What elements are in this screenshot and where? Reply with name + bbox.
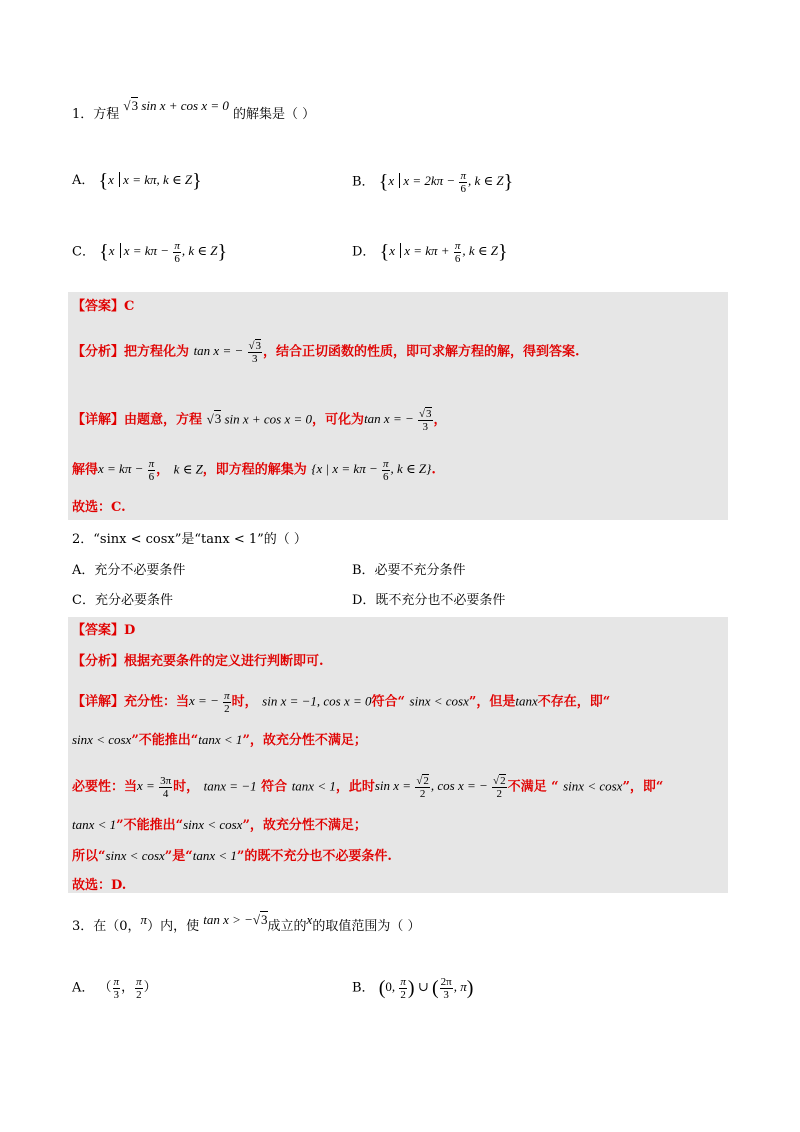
q3-option-b[interactable] bbox=[352, 976, 473, 1001]
q2-option-a[interactable]: A．充分不必要条件 bbox=[72, 563, 186, 578]
analysis-text: ，结合正切函数的性质，即可求解方程的解，得到答案. bbox=[263, 344, 580, 360]
option-label: A． bbox=[72, 980, 95, 996]
q2-conclusion bbox=[72, 846, 392, 867]
option-label: B． bbox=[352, 174, 375, 190]
q1-option-c-math: {x x = kπ − $\frac{\pi}{6}$ , k ∈ Z} bbox=[99, 240, 228, 265]
q2-ineq: sinx < cosx bbox=[409, 693, 469, 709]
detail-text: 时， bbox=[173, 779, 200, 795]
q2-necessity-1 bbox=[72, 775, 663, 800]
q2-tan-ineq: tanx < 1 bbox=[72, 817, 117, 832]
q2-x-val: x = − $\frac{\pi}{2}$ bbox=[189, 690, 230, 715]
detail-text: ，可化为 bbox=[312, 412, 365, 428]
option-label: D． bbox=[352, 244, 376, 260]
detail-tag: 【详解】 bbox=[72, 412, 125, 428]
q2-ineq: sinx < cosx bbox=[105, 848, 165, 863]
detail-tag: 【详解】 bbox=[72, 694, 125, 710]
analysis-text: 把方程化为 bbox=[124, 344, 190, 360]
q2-tan-ineq: tanx < 1 bbox=[291, 778, 336, 794]
detail-text: 必要性：当 bbox=[72, 779, 138, 795]
q1-solution-box bbox=[68, 292, 728, 520]
q1-detail-2: 解得x = kπ − $\frac{\pi}{6}$ ， k ∈ Z，即方程的解集为 {x | x = kπ − $\frac{\pi}{6}$ , k ∈ Z}. bbox=[72, 458, 436, 483]
q1-option-d-math: {x x = kπ + $\frac{\pi}{6}$ , k ∈ Z} bbox=[379, 240, 508, 265]
q2-answer bbox=[72, 621, 135, 641]
stem-text: 成立的 bbox=[267, 919, 307, 934]
answer-value: D bbox=[124, 623, 136, 638]
detail-text: 时， bbox=[231, 694, 258, 710]
detail-text: ，即方程的解集为 bbox=[202, 462, 307, 478]
q2-sufficiency-2 bbox=[72, 730, 367, 751]
q1-answer bbox=[72, 297, 134, 317]
q2-option-c[interactable]: C．充分必要条件 bbox=[72, 593, 173, 608]
q2-sin-cos-vals: sin x = $\frac{√2}{2}$ , cos x = − $\frac{√2}{2}$ bbox=[374, 775, 506, 800]
q2-option-b[interactable]: B．必要不充分条件 bbox=[352, 563, 466, 578]
q2-ineq: sinx < cosx bbox=[563, 778, 623, 794]
q3-inequality: tan x > −√3 bbox=[203, 912, 268, 927]
q1-detail-x: x = kπ − $\frac{\pi}{6}$ bbox=[98, 458, 155, 483]
detail-text: 符合“ bbox=[371, 694, 406, 710]
detail-text: ”，故充分性不满足； bbox=[242, 818, 367, 833]
q2-ineq: sinx < cosx bbox=[183, 817, 243, 832]
q3-option-a[interactable] bbox=[72, 976, 157, 1001]
q1-detail-1: 【详解】由题意，方程 √3 sin x + cos x = 0，可化为tan x = − $\frac{√3}{3}$ ， bbox=[72, 408, 447, 433]
q3-x: x bbox=[306, 912, 313, 927]
q2-ineq: sinx < cosx bbox=[72, 732, 132, 747]
q1-detail-tan: tan x = − $\frac{√3}{3}$ bbox=[364, 408, 432, 433]
q3-pi: π bbox=[140, 912, 148, 927]
q2-tan-eq: tanx = −1 bbox=[203, 778, 257, 794]
detail-text: 由题意，方程 bbox=[124, 412, 203, 428]
q1-k-in-z: k ∈ Z bbox=[173, 461, 203, 477]
stem-text: 的取值范围为（ ） bbox=[312, 919, 421, 934]
option-label: A． bbox=[72, 173, 95, 188]
q1-choose: 故选：C. bbox=[72, 500, 126, 515]
q1-option-d[interactable] bbox=[352, 240, 508, 265]
q1-option-b[interactable] bbox=[352, 170, 513, 195]
q1-option-a-math: {x x = kπ, k ∈ Z} bbox=[98, 170, 202, 193]
analysis-tag: 【分析】 bbox=[72, 344, 125, 360]
detail-text: . bbox=[431, 462, 436, 478]
detail-text: 解得 bbox=[72, 462, 99, 478]
q3-stem bbox=[72, 912, 421, 937]
detail-text: ”不能推出“ bbox=[131, 733, 199, 748]
detail-text: ”，即“ bbox=[622, 779, 664, 795]
q1-stem-suffix: 的解集是（ ） bbox=[233, 107, 316, 122]
q2-x-val2: x = $\frac{3\pi}{4}$ bbox=[137, 775, 172, 800]
q2-sin-cos: sin x = −1, cos x = 0 bbox=[262, 693, 372, 709]
stem-text: ）内，使 bbox=[147, 919, 200, 934]
stem-text: 3．在（0， bbox=[72, 919, 141, 934]
detail-text: ”是“ bbox=[164, 849, 193, 864]
option-label: B． bbox=[352, 980, 375, 996]
q2-stem: 2．“sinx < cosx”是“tanx < 1”的（ ） bbox=[72, 532, 307, 547]
answer-tag: 【答案】 bbox=[72, 623, 125, 638]
q1-stem-prefix: 1．方程 bbox=[72, 107, 120, 122]
detail-text: ，此时 bbox=[335, 779, 375, 795]
detail-text: 不满足 “ bbox=[507, 779, 559, 795]
q2-analysis bbox=[72, 652, 324, 672]
option-label: C． bbox=[72, 244, 95, 260]
q1-detail-set: {x | x = kπ − $\frac{\pi}{6}$ , k ∈ Z} bbox=[311, 458, 432, 483]
q1-option-c[interactable] bbox=[72, 240, 227, 265]
q3-option-b-math: (0, $\frac{\pi}{2}$ ) ∪ ( $\frac{2\pi}{3}$ , π) bbox=[378, 976, 474, 1001]
analysis-tag: 【分析】 bbox=[72, 654, 125, 669]
q3-option-a-math: （ $\frac{\pi}{3}$ ， $\frac{\pi}{2}$ ） bbox=[98, 976, 157, 1001]
detail-text: 充分性：当 bbox=[124, 694, 190, 710]
q2-tan-ineq: tanx < 1 bbox=[192, 848, 237, 863]
detail-text: ”，故充分性不满足； bbox=[242, 733, 367, 748]
q2-option-d[interactable]: D．既不充分也不必要条件 bbox=[352, 593, 506, 608]
q1-equation: √3 sin x + cos x = 0 bbox=[123, 98, 229, 113]
q2-tan-ineq: tanx < 1 bbox=[198, 732, 243, 747]
detail-text: 所以“ bbox=[72, 849, 106, 864]
answer-value: C bbox=[124, 299, 135, 314]
q2-tanx: tanx bbox=[515, 693, 538, 709]
q1-stem bbox=[72, 98, 316, 125]
q2-choose: 故选：D. bbox=[72, 878, 127, 893]
q2-sufficiency-1 bbox=[72, 690, 610, 715]
detail-text: ”不能推出“ bbox=[116, 818, 184, 833]
q1-analysis-math: tan x = − $\frac{√3}{3}$ bbox=[193, 340, 262, 365]
q1-detail-eq: √3 sin x + cos x = 0 bbox=[206, 411, 313, 427]
detail-text: ”的既不充分也不必要条件. bbox=[236, 849, 392, 864]
answer-tag: 【答案】 bbox=[72, 299, 125, 314]
q1-option-b-math: {x x = 2kπ − $\frac{\pi}{6}$ , k ∈ Z} bbox=[378, 170, 514, 195]
analysis-text: 根据充要条件的定义进行判断即可. bbox=[124, 654, 324, 669]
q2-necessity-2 bbox=[72, 815, 367, 836]
q1-option-a[interactable] bbox=[72, 170, 202, 191]
detail-text: 不存在，即“ bbox=[537, 694, 611, 710]
q1-analysis bbox=[72, 340, 580, 365]
detail-text: 符合 bbox=[261, 779, 288, 795]
detail-text: ”，但是 bbox=[468, 694, 516, 710]
